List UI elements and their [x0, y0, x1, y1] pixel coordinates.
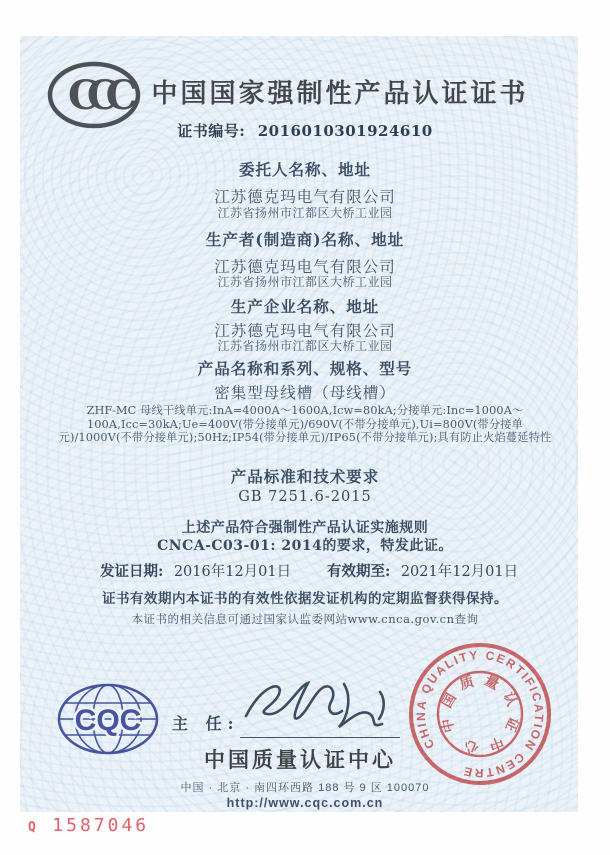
issue-date [100, 560, 291, 581]
query-note: 本证书的相关信息可通过国家认监委网站www.cnca.gov.cn查询 [131, 612, 479, 626]
certificate-number-label: 证书编号: [177, 122, 246, 140]
director-label: 主 任: [172, 714, 240, 733]
serial-digits: 1587046 [52, 815, 150, 836]
manufacturer-section-heading: 生产者(制造商)名称、地址 [205, 230, 405, 249]
cqc-seal-stamp [402, 636, 558, 792]
expiry-date-value: 2021年12月01日 [400, 564, 519, 580]
seal-outer-text: CHINA QUALITY CERTIFICATION CENTRE [413, 647, 547, 781]
ccc-letters: CCC [68, 72, 125, 119]
applicant-address: 江苏省扬州市江都区大桥工业园 [217, 206, 393, 220]
seal-inner-text: 中国质量认证中心 [437, 671, 523, 757]
applicant-section-heading: 委托人名称、地址 [238, 160, 371, 179]
issuer-address: 中国 · 北京 · 南四环西路 188 号 9 区 100070 [180, 782, 430, 794]
serial-prefix: Q [28, 820, 36, 835]
standard-value: GB 7251.6-2015 [238, 489, 372, 505]
signature-line [240, 736, 400, 738]
validity-note: 证书有效期内本证书的有效性依据发证机构的定期监督获得保持。 [102, 591, 508, 607]
svg-text:CHINA QUALITY CERTIFICATION CE [402, 636, 558, 792]
certificate-title: 中国国家强制性产品认证证书 [151, 78, 529, 108]
issue-date-label: 发证日期: [100, 563, 164, 580]
cqc-letters: CQC [74, 704, 142, 737]
standard-section-heading: 产品标准和技术要求 [230, 467, 380, 486]
certificate-number-value: 2016010301924610 [257, 122, 433, 140]
factory-address: 江苏省扬州市江都区大桥工业园 [217, 339, 393, 353]
serial-number [28, 815, 149, 836]
factory-company: 江苏德克玛电气有限公司 [214, 322, 396, 340]
expiry-date-label: 有效期至: [327, 563, 391, 580]
issuer-website: http://www.cqc.com.cn [226, 796, 384, 810]
certificate-number [0, 120, 610, 141]
product-name: 密集型母线槽（母线槽） [214, 384, 396, 402]
product-section-heading: 产品名称和系列、规格、型号 [197, 359, 413, 378]
issue-date-value: 2016年12月01日 [173, 564, 292, 580]
expiry-date [327, 560, 518, 581]
compliance-statement-line1: 上述产品符合强制性产品认证实施规则 [181, 520, 429, 536]
issuer-name: 中国质量认证中心 [204, 749, 396, 772]
manufacturer-address: 江苏省扬州市江都区大桥工业园 [217, 275, 393, 289]
compliance-statement-line2: CNCA-C03-01: 2014的要求，特发此证。 [157, 538, 453, 554]
manufacturer-company: 江苏德克玛电气有限公司 [214, 258, 396, 276]
director-signature [232, 672, 402, 736]
factory-section-heading: 生产企业名称、地址 [230, 297, 380, 316]
applicant-company: 江苏德克玛电气有限公司 [214, 188, 396, 206]
product-specification: ZHF-MC 母线干线单元:InA=4000A～1600A,Icw=80kA;分接单元:Inc=1000A～100A,Icc=30kA;Ue=400V(带分接单元)/690V(不带分接单元),Ui=800V(带分接单元)/1000V(不带分接单元);50Hz;IP54(带分接单元)/IP65(不带分接单元);具有防止火焰蔓延特性 [58, 404, 552, 444]
